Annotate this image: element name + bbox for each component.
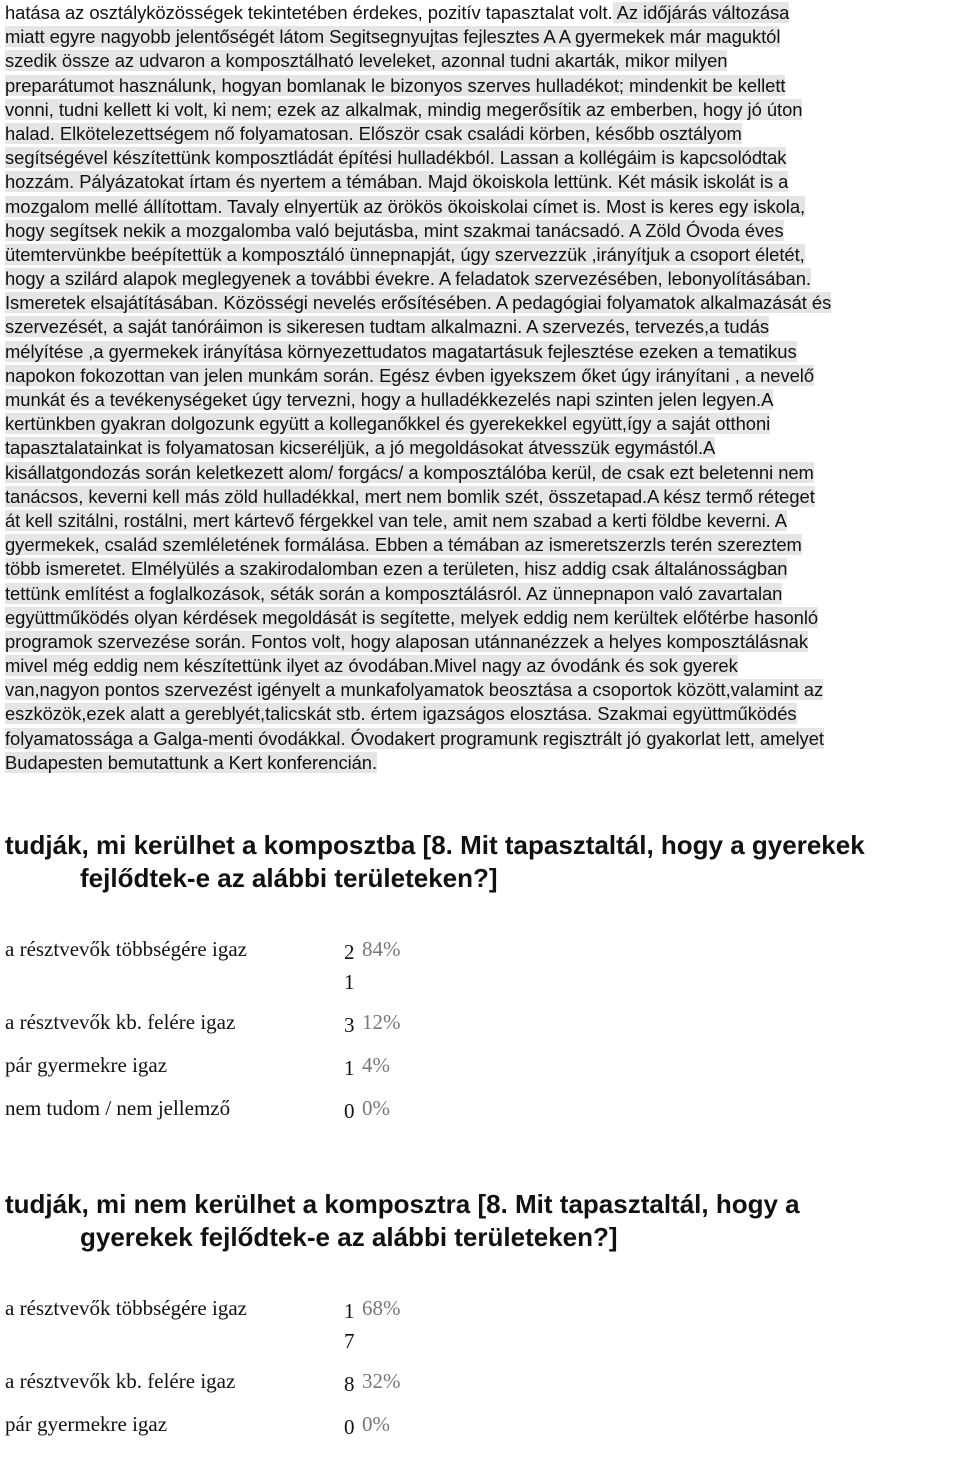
result-count: 17 bbox=[344, 1299, 355, 1353]
result-label: nem tudom / nem jellemző bbox=[5, 1096, 231, 1120]
highlighted-text: segítségével készítettünk komposztládát építési hulladékból. Lassan a kollégáim is kapcsolódtak bbox=[5, 147, 787, 169]
highlighted-text: munkát és a tevékenységeket úgy tervezni, hogy a hulladékkezelés napi szinten jelen legyen.A bbox=[5, 389, 774, 410]
highlighted-text: több ismeretet. Elmélyülés a szakirodalomban ezen a területen, hisz addig csak általánosságban bbox=[5, 558, 788, 580]
paragraph-line bbox=[5, 122, 960, 146]
highlighted-text: vonni, tudni kellett ki volt, ki nem; ezek az alkalmak, mindig megerősítik az emberben, hogy jó úton bbox=[5, 98, 803, 120]
highlighted-text: halad. Elkötelezettségem nő folyamatosan. Először csak családi körben, később osztályom bbox=[5, 122, 742, 144]
paragraph-line bbox=[5, 727, 960, 751]
result-percent: 84% bbox=[362, 937, 401, 961]
highlighted-text: tanácsos, keverni kell más zöld hulladékkal, mert nem bomlik szét, összetapad.A kész termő réteget bbox=[5, 485, 815, 507]
paragraph-line bbox=[5, 509, 960, 533]
highlighted-text: hogy segítsek nekik a mozgalomba való bejutásba, mint szakmai tanácsadó. A Zöld Óvoda éves bbox=[5, 219, 784, 241]
highlighted-text: ütemtervünkbe beépítettük a komposztáló ünnepnapját, úgy szervezzük ,irányítjuk a csoport életét, bbox=[5, 243, 805, 265]
paragraph-line bbox=[5, 340, 960, 364]
question-1-title-line-1: tudják, mi kerülhet a komposztba [8. Mit tapasztaltál, hogy a gyerekek bbox=[5, 830, 865, 860]
paragraph-line bbox=[5, 1, 960, 25]
paragraph-line bbox=[5, 25, 960, 49]
paragraph-line bbox=[5, 630, 960, 654]
question-2-title-line-2: gyerekek fejlődtek-e az alábbi területeken?] bbox=[80, 1222, 618, 1252]
result-count: 21 bbox=[344, 940, 355, 994]
highlighted-text: tettünk említést a foglalkozások, séták során a komposztálásról. Az ünnepnapon való zavartalan bbox=[5, 582, 783, 604]
result-row bbox=[5, 1096, 425, 1156]
highlighted-text: hogy a szilárd alapok meglegyenek a további évekre. A feladatok szervezésében, lebonyolításában. bbox=[5, 268, 811, 290]
paragraph-line bbox=[5, 388, 960, 412]
result-row bbox=[5, 1296, 425, 1356]
paragraph-line bbox=[5, 606, 960, 630]
paragraph-line bbox=[5, 146, 960, 170]
result-count: 0 bbox=[344, 1415, 355, 1439]
result-label: a résztvevők többségére igaz bbox=[5, 1296, 247, 1320]
result-label: pár gyermekre igaz bbox=[5, 1053, 168, 1077]
highlighted-text: mivel még eddig nem készítettünk ilyet az óvodában.Mivel nagy az óvodánk és sok gyerek bbox=[5, 655, 738, 677]
result-count: 8 bbox=[344, 1372, 355, 1396]
highlighted-text: kertünkben gyakran dolgozunk együtt a kolleganőkkel és gyerekekkel együtt,így a saját otthoni bbox=[5, 413, 771, 435]
highlighted-text: gyermekek, család szemléletének formálása. Ebben a témában az ismeretszerzls terén szereztem bbox=[5, 534, 802, 556]
highlighted-text: tapasztalatainkat is folyamatosan kicseréljük, a jó megoldásokat átvesszük egymástól.A bbox=[5, 437, 716, 459]
result-count: 1 bbox=[344, 1056, 355, 1080]
highlighted-text: napokon fokozottan van jelen munkám során. Egész évben igyekszem őket úgy irányítani , a nevelő bbox=[5, 364, 815, 386]
paragraph-line bbox=[5, 195, 960, 219]
highlighted-text: át kell szitálni, rostálni, mert kártevő férgekkel van tele, amit nem szabad a kerti földbe keverni. A bbox=[5, 509, 787, 531]
result-percent: 0% bbox=[362, 1412, 390, 1436]
highlighted-text: Az időjárás változása bbox=[612, 2, 790, 23]
question-1-title bbox=[5, 829, 955, 895]
highlighted-text: eszközök,ezek alatt a gereblyét,talicskát stb. értem igazságos elosztása. Szakmai együttműködés bbox=[5, 703, 797, 725]
highlighted-text: miatt egyre nagyobb jelentőségét látom Segitsegnyujtas fejlesztes A A gyermekek már maguktól bbox=[5, 26, 781, 48]
highlighted-text: van,nagyon pontos szervezést igényelt a munkafolyamatok beosztása a csoportok között,valamint az bbox=[5, 679, 824, 701]
paragraph-line bbox=[5, 654, 960, 678]
result-label: a résztvevők többségére igaz bbox=[5, 937, 247, 961]
highlighted-text: preparátumot használunk, hogyan bomlanak le bizonyos szerves hulladékot; mindenkit be kellett bbox=[5, 74, 786, 96]
paragraph-line bbox=[5, 678, 960, 702]
paragraph-line bbox=[5, 315, 960, 339]
result-count: 0 bbox=[344, 1099, 355, 1123]
highlighted-text: szervezését, a saját tanóráimon is sikeresen tudtam alkalmazni. A szervezés, tervezés,a tudás bbox=[5, 316, 770, 338]
result-label: a résztvevők kb. felére igaz bbox=[5, 1010, 236, 1034]
paragraph-line bbox=[5, 74, 960, 98]
highlighted-text: szedik össze az udvaron a komposztálható leveleket, azonnal tudni akarták, mikor milyen bbox=[5, 50, 728, 72]
paragraph-line bbox=[5, 219, 960, 243]
highlighted-text: Ismeretek elsajátításában. Közösségi nevelés erősítésében. A pedagógiai folyamatok alkalmazását és bbox=[5, 292, 832, 314]
highlighted-text: kisállatgondozás során keletkezett alom/ forgács/ a komposztálóba kerül, de csak ezt beletenni nem bbox=[5, 461, 814, 483]
highlighted-text: Budapesten bemutattunk a Kert konferencián. bbox=[5, 751, 378, 773]
paragraph-line bbox=[5, 364, 960, 388]
question-2-title bbox=[5, 1188, 955, 1254]
narrative-paragraph bbox=[5, 1, 960, 775]
paragraph-line bbox=[5, 291, 960, 315]
result-percent: 12% bbox=[362, 1010, 401, 1034]
result-count: 3 bbox=[344, 1013, 355, 1037]
result-percent: 0% bbox=[362, 1096, 390, 1120]
paragraph-line bbox=[5, 243, 960, 267]
paragraph-line bbox=[5, 461, 960, 485]
paragraph-line bbox=[5, 170, 960, 194]
result-row bbox=[5, 1412, 425, 1472]
paragraph-line bbox=[5, 267, 960, 291]
paragraph-line bbox=[5, 49, 960, 73]
question-2-title-line-1: tudják, mi nem kerülhet a komposztra [8. Mit tapasztaltál, hogy a bbox=[5, 1189, 800, 1219]
result-percent: 4% bbox=[362, 1053, 390, 1077]
result-label: a résztvevők kb. felére igaz bbox=[5, 1369, 236, 1393]
highlighted-text: folyamatossága a Galga-menti óvodákkal. Óvodakert programunk regisztrált jó gyakorlat lett, amelyet bbox=[5, 727, 824, 749]
highlighted-text: hozzám. Pályázatokat írtam és nyertem a témában. Majd ökoiskola lettünk. Két másik iskolát is a bbox=[5, 171, 789, 193]
paragraph-line bbox=[5, 751, 960, 775]
result-row bbox=[5, 937, 425, 997]
paragraph-line bbox=[5, 582, 960, 606]
question-1-title-line-2: fejlődtek-e az alábbi területeken?] bbox=[80, 863, 498, 893]
result-label: pár gyermekre igaz bbox=[5, 1412, 168, 1436]
paragraph-line bbox=[5, 98, 960, 122]
paragraph-line bbox=[5, 533, 960, 557]
paragraph-line bbox=[5, 436, 960, 460]
paragraph-line bbox=[5, 702, 960, 726]
result-percent: 32% bbox=[362, 1369, 401, 1393]
highlighted-text: mozgalom mellé állítottam. Tavaly elnyertük az örökös ökoiskolai címet is. Most is keres egy iskola, bbox=[5, 195, 806, 217]
paragraph-text: hatása az osztályközösségek tekintetében érdekes, pozitív tapasztalat volt. bbox=[5, 2, 613, 23]
highlighted-text: programok szervezése során. Fontos volt, hogy alaposan utánnanézzek a helyes komposztálásnak bbox=[5, 630, 808, 652]
result-percent: 68% bbox=[362, 1296, 401, 1320]
paragraph-line bbox=[5, 412, 960, 436]
highlighted-text: mélyítése ,a gyermekek irányítása környezettudatos magatartásuk fejlesztése ezeken a tematikus bbox=[5, 340, 797, 362]
highlighted-text: együttműködés olyan kérdések megoldását is segítette, melyek eddig nem kerültek előtérbe hasonló bbox=[5, 606, 819, 628]
paragraph-line bbox=[5, 557, 960, 581]
paragraph-line bbox=[5, 485, 960, 509]
